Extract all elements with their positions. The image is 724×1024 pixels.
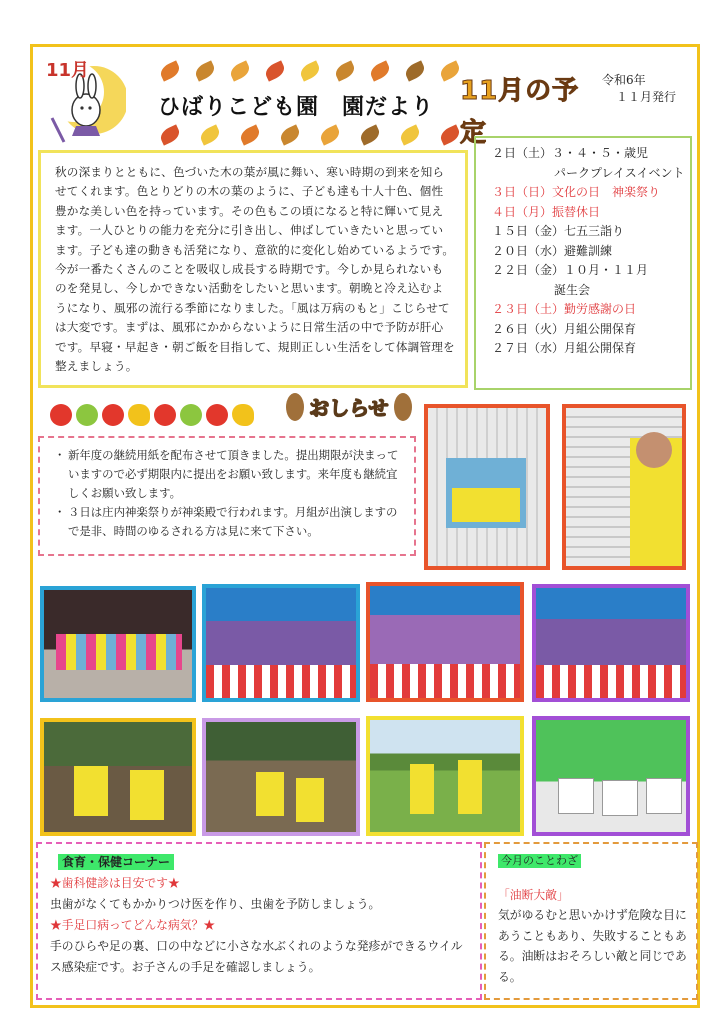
schedule-row: ３日（日）文化の日 神楽祭り xyxy=(492,185,661,199)
acorn-icon xyxy=(286,393,304,421)
oshirase-title-text: おしらせ xyxy=(309,396,389,420)
autumn-leaf-icon xyxy=(318,124,342,145)
intro-text: 秋の深まりとともに、色づいた木の葉が風に舞い、寒い時期の到来を知らせてくれます。色とりどりの木の葉のように、子ども達も十人十色、個性豊かな美しい色を持っています。その色もこの頃になると特に輝いて見えます。一人ひとりの能力を充分に引き出し、伸ばしていきたいと思っています。子ども達の動きも活発になり、意欲的に変化し始めているようです。今が一番たくさんのことを吸収し成長する時期です。今しか見られないものを発見し、今しかできない活動をしたいと思います。朝晩と冷え込むようになり、風邪の流行る季節になりました。「風は万病のもと」こじらせては大変です。まずは、風邪にかからないように日常生活の中で予防が肝心です。早寝・早起き・朝ご飯を目指して、規則正しい生活をして体調管理を整えましょう。 xyxy=(55,165,455,374)
autumn-leaf-icon xyxy=(333,60,357,81)
pear-icon xyxy=(76,404,98,426)
schedule-row: パークプレイスイベント xyxy=(554,165,685,180)
autumn-leaf-icon xyxy=(358,124,382,145)
schedule-row: ４日（月）振替休日 xyxy=(492,204,601,219)
apple-icon xyxy=(50,404,72,426)
notice-box xyxy=(38,436,416,556)
proverb-phrase: 「油断大敵」 xyxy=(498,887,569,902)
proverb-body: 気がゆるむと思いかけず危険な目にあうこともあり、失敗することもある。油断はおそろしい敵と同じである。 xyxy=(498,908,687,984)
schedule-row: ２７日（水）月組公開保育 xyxy=(492,341,637,355)
photo-kagura-stage-2 xyxy=(366,582,524,702)
food-body-1: 虫歯がなくてもかかりつけ医を作り、虫歯を予防しましょう。 xyxy=(50,897,381,911)
autumn-leaf-icon xyxy=(158,124,182,145)
pear-icon xyxy=(180,404,202,426)
notice-text: ３日は庄内神楽祭りが神楽殿で行われます。月組が出演しますので是非、時間のゆるされる方は見に来て下さい。 xyxy=(68,505,398,538)
intro-message-box xyxy=(38,150,468,388)
apple-icon xyxy=(102,404,124,426)
schedule-row: ２日（土）３・４・５・歳児 xyxy=(492,146,649,160)
autumn-leaf-icon xyxy=(398,124,422,145)
autumn-leaf-icon xyxy=(403,60,427,81)
notice-text: 新年度の継続用紙を配布させて頂きました。提出期限が決まっていますので必ず期限内に提出をお願い致します。来年度も継続宜しくお願い致します。 xyxy=(68,448,399,500)
food-body-2: 手のひらや足の裏、口の中などに小さな水ぶくれのような発疹ができるウイルス感染症です。お子さんの手足を確認しましょう。 xyxy=(50,939,463,974)
photo-forest-walk-2 xyxy=(202,718,360,836)
food-subheading-1: ★歯科健診は目安です★ xyxy=(50,876,180,890)
schedule-row: ２２日（金）１０月・１１月 xyxy=(492,263,649,277)
schedule-row: １５日（金）七五三詣り xyxy=(492,224,625,238)
autumn-leaf-icon xyxy=(198,124,222,145)
autumn-leaf-icon xyxy=(278,124,302,145)
leaf-row-top xyxy=(160,58,460,84)
proverb-box xyxy=(484,842,698,1000)
autumn-leaf-icon xyxy=(438,124,462,145)
bullet: ・ xyxy=(54,448,66,462)
schedule-title-text: 11月の予定 xyxy=(460,76,580,148)
leaf-row-bottom xyxy=(160,122,460,148)
autumn-leaf-icon xyxy=(368,60,392,81)
notice-item xyxy=(54,446,404,503)
issue-info xyxy=(602,72,676,106)
autumn-leaf-icon xyxy=(228,60,252,81)
issue-era: 令和6年 xyxy=(602,73,646,87)
duck-icon xyxy=(128,404,150,426)
photo-kagura-stage-1 xyxy=(202,584,360,702)
food-health-corner xyxy=(36,842,482,1000)
notice-item xyxy=(54,503,404,541)
apple-icon xyxy=(154,404,176,426)
proverb-heading: 今月のことわざ xyxy=(498,854,581,868)
duck-icon xyxy=(232,404,254,426)
food-subheading-2: ★手足口病ってどんな病気？★ xyxy=(50,918,216,932)
schedule-row: ２０日（水）避難訓練 xyxy=(492,243,613,258)
schedule-title xyxy=(460,70,600,148)
fruit-decoration-row xyxy=(50,402,270,428)
autumn-leaf-icon xyxy=(263,60,287,81)
photo-newspaper-play-2 xyxy=(562,404,686,570)
autumn-leaf-icon xyxy=(158,60,182,81)
autumn-leaf-icon xyxy=(298,60,322,81)
schedule-box xyxy=(474,136,692,390)
photo-kagura-stage-3 xyxy=(532,584,690,702)
oshirase-title xyxy=(286,392,416,432)
autumn-leaf-icon xyxy=(438,60,462,81)
photo-stage-group xyxy=(40,586,196,702)
newsletter-title: ひばりこども園 園だより xyxy=(158,95,435,120)
schedule-row: ２３日（土）勤労感謝の日 xyxy=(492,302,637,316)
schedule-row: 誕生会 xyxy=(554,282,591,297)
apple-icon xyxy=(206,404,228,426)
schedule-row: ２６日（火）月組公開保育 xyxy=(492,321,637,336)
month-badge: 11月 xyxy=(46,60,90,81)
food-health-heading: 食育・保健コーナー xyxy=(58,854,174,870)
photo-park-play xyxy=(366,716,524,836)
acorn-icon xyxy=(394,393,412,421)
bullet: ・ xyxy=(54,505,66,519)
photo-art-display xyxy=(532,716,690,836)
photo-newspaper-play-1 xyxy=(424,404,550,570)
autumn-leaf-icon xyxy=(193,60,217,81)
autumn-leaf-icon xyxy=(238,124,262,145)
issue-month: １１月発行 xyxy=(616,90,677,104)
photo-forest-walk-1 xyxy=(40,718,196,836)
